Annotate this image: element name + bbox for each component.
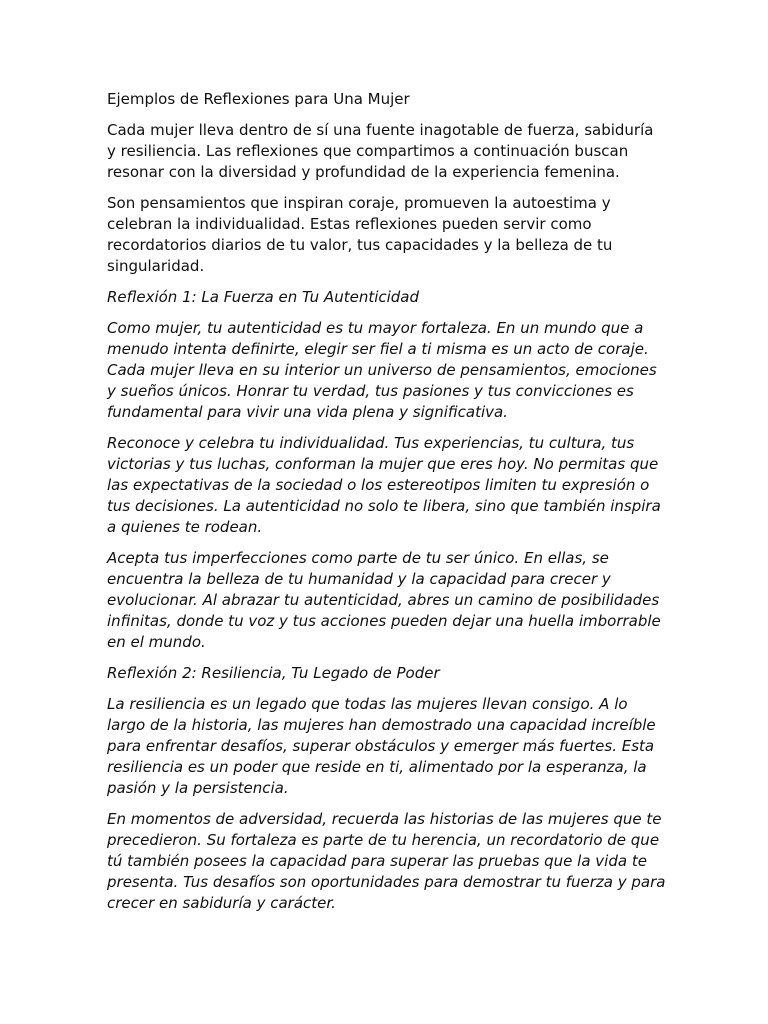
document-body (107, 89, 667, 924)
intro-paragraph: Son pensamientos que inspiran coraje, promueven la autoestima y celebran la individualidad. Estas reflexiones pueden servir como recordatorios diarios de tu valor, tus capacidades y la belleza de tu singularidad. (107, 194, 613, 275)
section-heading: Reflexión 2: Resiliencia, Tu Legado de Poder (107, 664, 440, 682)
section-paragraph: La resiliencia es un legado que todas las mujeres llevan consigo. A lo largo de la historia, las mujeres han demostrado una capacidad increíble para enfrentar desafíos, superar obstáculos y emerger más fuertes. Esta resiliencia es un poder que reside en ti, alimentado por la esperanza, la pasión y la persistencia. (107, 695, 656, 797)
section-paragraph: Acepta tus imperfecciones como parte de tu ser único. En ellas, se encuentra la belleza de tu humanidad y la capacidad para crecer y evolucionar. Al abrazar tu autenticidad, abres un camino de posibilidades infinitas, donde tu voz y tus acciones pueden dejar una huella imborrable en el mundo. (107, 549, 661, 651)
section-paragraph: Reconoce y celebra tu individualidad. Tus experiencias, tu cultura, tus victorias y tus luchas, conforman la mujer que eres hoy. No permitas que las expectativas de la sociedad o los estereotipos limiten tu expresión o tus decisiones. La autenticidad no solo te libera, sino que también inspira a quienes te rodean. (107, 434, 661, 536)
section-paragraph: Como mujer, tu autenticidad es tu mayor fortaleza. En un mundo que a menudo intenta definirte, elegir ser fiel a ti misma es un acto de coraje. Cada mujer lleva en su interior un universo de pensamientos, emociones y sueños únicos. Honrar tu verdad, tus pasiones y tus convicciones es fundamental para vivir una vida plena y significativa. (107, 319, 657, 421)
section-paragraph: En momentos de adversidad, recuerda las historias de las mujeres que te precedieron. Su fortaleza es parte de tu herencia, un recordatorio de que tú también posees la capacidad para superar las pruebas que la vida te presenta. Tus desafíos son oportunidades para demostrar tu fuerza y para crecer en sabiduría y carácter. (107, 810, 666, 912)
document-title: Ejemplos de Reflexiones para Una Mujer (107, 90, 410, 108)
section-heading: Reflexión 1: La Fuerza en Tu Autenticidad (107, 288, 420, 306)
intro-paragraph: Cada mujer lleva dentro de sí una fuente inagotable de fuerza, sabiduría y resiliencia. Las reflexiones que compartimos a continuación buscan resonar con la diversidad y profundidad de la experiencia femenina. (107, 121, 654, 181)
